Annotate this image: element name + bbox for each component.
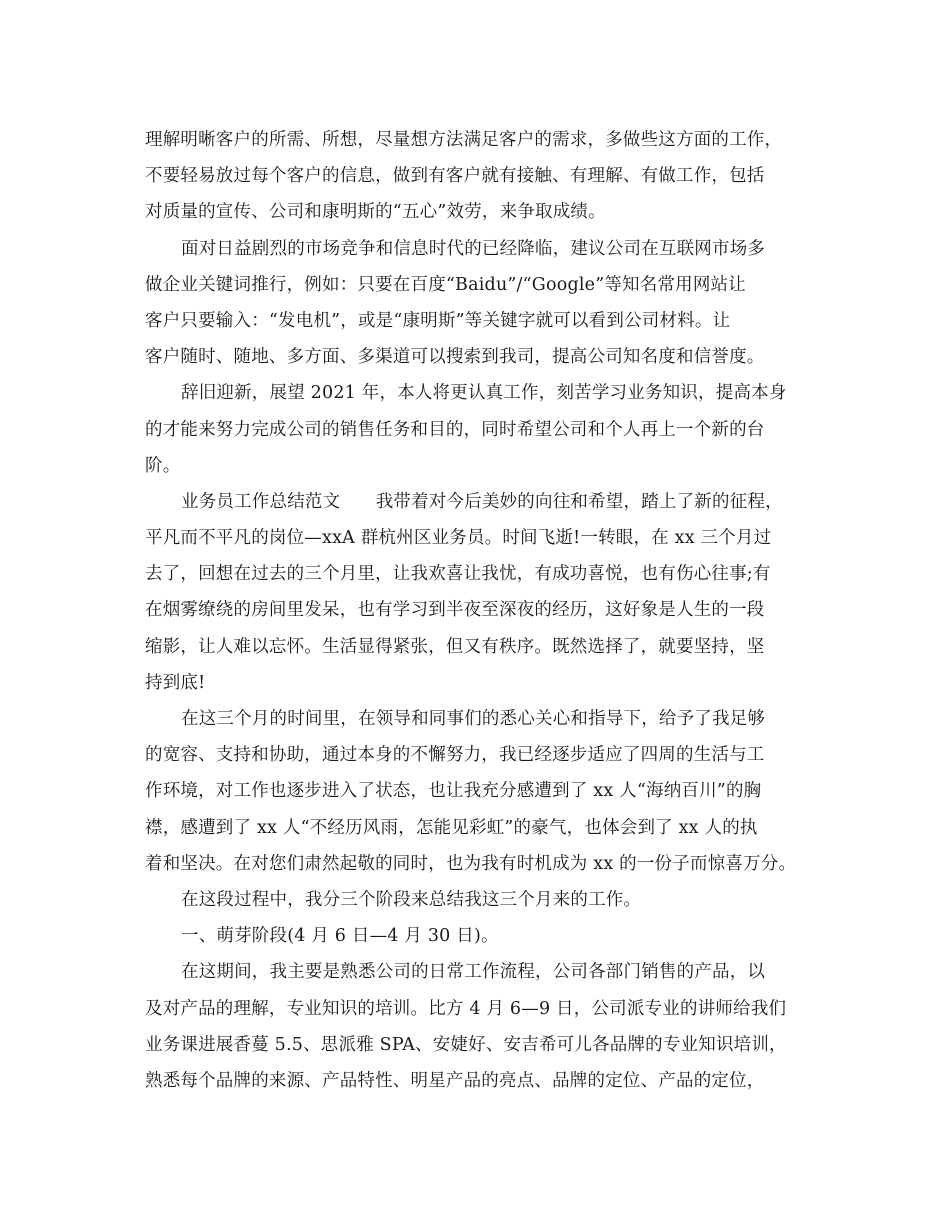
- paragraph-start-line: 辞旧迎新，展望 2021 年，本人将更认真工作，刻苦学习业务知识，提高本身: [181, 383, 787, 404]
- text-line: 着和坚决。在对您们肃然起敬的同时，也为我有时机成为 xx 的一份子而惊喜万分。: [145, 853, 797, 874]
- text-line: 缩影，让人难以忘怀。生活显得紧张，但又有秩序。既然选择了，就要坚持，坚: [145, 636, 765, 657]
- section-heading-line: 一、萌芽阶段(4 月 6 日—4 月 30 日)。: [181, 926, 499, 947]
- text-line: 的宽容、支持和协助，通过本身的不懈努力，我已经逐步适应了四周的生活与工: [145, 745, 765, 766]
- text-line: 襟，感遭到了 xx 人“不经历风雨，怎能见彩虹”的豪气，也体会到了 xx 人的执: [145, 817, 758, 838]
- text-line: 理解明晰客户的所需、所想，尽量想方法满足客户的需求，多做些这方面的工作，: [145, 130, 783, 150]
- text-line: 不要轻易放过每个客户的信息，做到有客户就有接触、有理解、有做工作，包括: [145, 166, 765, 187]
- document-body: [145, 122, 813, 1099]
- paragraph-start-line: 在这段过程中，我分三个阶段来总结我这三个月来的工作。: [181, 889, 642, 910]
- text-line: 平凡而不平凡的岗位—xxA 群杭州区业务员。时间飞逝!一转眼，在 xx 三个月过: [145, 528, 772, 549]
- text-line: 去了，回想在过去的三个月里，让我欢喜让我忧，有成功喜悦，也有伤心往事;有: [145, 564, 771, 585]
- text-line: 熟悉每个品牌的来源、产品特性、明星产品的亮点、品牌的定位、产品的定位，: [145, 1070, 765, 1091]
- paragraph-start-line: 面对日益剧烈的市场竞争和信息时代的已经降临，建议公司在互联网市场多: [181, 238, 766, 259]
- text-line: 客户随时、随地、多方面、多渠道可以搜索到我司，提高公司知名度和信誉度。: [145, 347, 765, 368]
- text-line: 的才能来努力完成公司的销售任务和目的，同时希望公司和个人再上一个新的台: [145, 419, 765, 440]
- paragraph-start-line: 在这三个月的时间里，在领导和同事们的悉心关心和指导下，给予了我足够: [181, 709, 766, 729]
- text-line: 作环境，对工作也逐步进入了状态，也让我充分感遭到了 xx 人“海纳百川”的胸: [145, 781, 762, 802]
- paragraph-start-line: 业务员工作总结范文 我带着对今后美妙的向往和希望，踏上了新的征程，: [181, 491, 783, 512]
- text-line: 对质量的宣传、公司和康明斯的“五心”效劳，来争取成绩。: [145, 202, 606, 223]
- text-line: 客户只要输入：“发电机”，或是“康明斯”等关键字就可以看到公司材料。让: [145, 310, 731, 331]
- text-line: 在烟雾缭绕的房间里发呆，也有学习到半夜至深夜的经历，这好象是人生的一段: [145, 600, 765, 621]
- text-line: 阶。: [145, 455, 181, 476]
- text-line: 做企业关键词推行，例如：只要在百度“Baidu”/“Google”等知名常用网站让: [145, 274, 746, 295]
- paragraph-start-line: 在这期间，我主要是熟悉公司的日常工作流程，公司各部门销售的产品，以: [181, 962, 766, 983]
- text-line: 持到底!: [145, 672, 206, 693]
- text-line: 及对产品的理解，专业知识的培训。比方 4 月 6—9 日，公司派专业的讲师给我们: [145, 998, 787, 1019]
- text-line: 业务课进展香蔓 5.5、思派雅 SPA、安婕好、安吉希可儿各品牌的专业知识培训，: [145, 1034, 787, 1055]
